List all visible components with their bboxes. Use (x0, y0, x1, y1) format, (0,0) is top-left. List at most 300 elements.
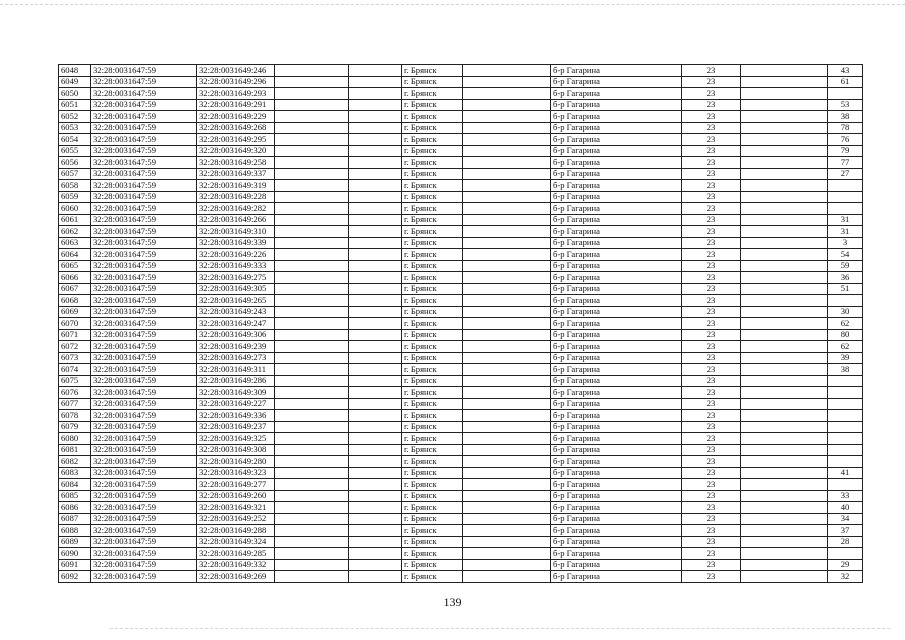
table-row (59, 318, 863, 330)
quarter-cadastral-cell: 32:28:0031647:59 (91, 341, 197, 353)
house-number-cell: 23 (682, 433, 741, 445)
empty-cell (349, 249, 402, 261)
empty-cell (463, 157, 551, 169)
object-cadastral-cell: 32:28:0031649:325 (197, 433, 275, 445)
quarter-cadastral-cell: 32:28:0031647:59 (91, 260, 197, 272)
apartment-number-cell: 38 (828, 364, 863, 376)
street-cell: б-р Гагарина (551, 237, 682, 249)
quarter-cadastral-cell: 32:28:0031647:59 (91, 157, 197, 169)
street-cell: б-р Гагарина (551, 559, 682, 571)
empty-cell (741, 180, 828, 192)
object-cadastral-cell: 32:28:0031649:273 (197, 352, 275, 364)
apartment-number-cell (828, 548, 863, 560)
house-number-cell: 23 (682, 467, 741, 479)
empty-cell (275, 571, 349, 583)
object-cadastral-cell: 32:28:0031649:310 (197, 226, 275, 238)
apartment-number-cell: 40 (828, 502, 863, 514)
house-number-cell: 23 (682, 513, 741, 525)
table-row (59, 157, 863, 169)
empty-cell (349, 65, 402, 77)
empty-cell (275, 145, 349, 157)
empty-cell (349, 352, 402, 364)
table-row (59, 571, 863, 583)
row-number-cell: 6092 (59, 571, 91, 583)
city-cell: г. Брянск (402, 364, 463, 376)
street-cell: б-р Гагарина (551, 283, 682, 295)
empty-cell (463, 191, 551, 203)
house-number-cell: 23 (682, 168, 741, 180)
empty-cell (463, 272, 551, 284)
empty-cell (275, 410, 349, 422)
apartment-number-cell: 78 (828, 122, 863, 134)
house-number-cell: 23 (682, 214, 741, 226)
apartment-number-cell (828, 191, 863, 203)
table-row (59, 295, 863, 307)
row-number-cell: 6051 (59, 99, 91, 111)
street-cell: б-р Гагарина (551, 65, 682, 77)
empty-cell (349, 226, 402, 238)
empty-cell (463, 122, 551, 134)
empty-cell (741, 410, 828, 422)
empty-cell (275, 398, 349, 410)
object-cadastral-cell: 32:28:0031649:229 (197, 111, 275, 123)
house-number-cell: 23 (682, 375, 741, 387)
table-row (59, 479, 863, 491)
apartment-number-cell: 54 (828, 249, 863, 261)
empty-cell (463, 283, 551, 295)
apartment-number-cell: 32 (828, 571, 863, 583)
house-number-cell: 23 (682, 157, 741, 169)
empty-cell (275, 387, 349, 399)
empty-cell (349, 122, 402, 134)
table-row (59, 456, 863, 468)
object-cadastral-cell: 32:28:0031649:291 (197, 99, 275, 111)
apartment-number-cell: 38 (828, 111, 863, 123)
city-cell: г. Брянск (402, 237, 463, 249)
street-cell: б-р Гагарина (551, 191, 682, 203)
empty-cell (463, 433, 551, 445)
object-cadastral-cell: 32:28:0031649:280 (197, 456, 275, 468)
empty-cell (463, 398, 551, 410)
quarter-cadastral-cell: 32:28:0031647:59 (91, 99, 197, 111)
object-cadastral-cell: 32:28:0031649:295 (197, 134, 275, 146)
row-number-cell: 6062 (59, 226, 91, 238)
empty-cell (275, 364, 349, 376)
city-cell: г. Брянск (402, 295, 463, 307)
house-number-cell: 23 (682, 536, 741, 548)
apartment-number-cell: 79 (828, 145, 863, 157)
house-number-cell: 23 (682, 410, 741, 422)
quarter-cadastral-cell: 32:28:0031647:59 (91, 237, 197, 249)
table-row (59, 180, 863, 192)
empty-cell (463, 88, 551, 100)
house-number-cell: 23 (682, 191, 741, 203)
empty-cell (275, 444, 349, 456)
empty-cell (741, 467, 828, 479)
empty-cell (741, 203, 828, 215)
empty-cell (463, 180, 551, 192)
house-number-cell: 23 (682, 559, 741, 571)
empty-cell (275, 467, 349, 479)
house-number-cell: 23 (682, 490, 741, 502)
row-number-cell: 6063 (59, 237, 91, 249)
empty-cell (349, 364, 402, 376)
object-cadastral-cell: 32:28:0031649:308 (197, 444, 275, 456)
house-number-cell: 23 (682, 502, 741, 514)
street-cell: б-р Гагарина (551, 352, 682, 364)
empty-cell (349, 490, 402, 502)
empty-cell (741, 295, 828, 307)
empty-cell (741, 364, 828, 376)
house-number-cell: 23 (682, 318, 741, 330)
street-cell: б-р Гагарина (551, 398, 682, 410)
object-cadastral-cell: 32:28:0031649:243 (197, 306, 275, 318)
apartment-number-cell: 77 (828, 157, 863, 169)
city-cell: г. Брянск (402, 398, 463, 410)
city-cell: г. Брянск (402, 76, 463, 88)
street-cell: б-р Гагарина (551, 249, 682, 261)
empty-cell (275, 157, 349, 169)
city-cell: г. Брянск (402, 318, 463, 330)
table-row (59, 525, 863, 537)
house-number-cell: 23 (682, 88, 741, 100)
empty-cell (741, 214, 828, 226)
city-cell: г. Брянск (402, 456, 463, 468)
empty-cell (349, 318, 402, 330)
apartment-number-cell (828, 180, 863, 192)
row-number-cell: 6089 (59, 536, 91, 548)
empty-cell (349, 479, 402, 491)
object-cadastral-cell: 32:28:0031649:339 (197, 237, 275, 249)
empty-cell (741, 260, 828, 272)
quarter-cadastral-cell: 32:28:0031647:59 (91, 318, 197, 330)
object-cadastral-cell: 32:28:0031649:260 (197, 490, 275, 502)
empty-cell (463, 145, 551, 157)
empty-cell (463, 318, 551, 330)
apartment-number-cell: 62 (828, 341, 863, 353)
quarter-cadastral-cell: 32:28:0031647:59 (91, 352, 197, 364)
quarter-cadastral-cell: 32:28:0031647:59 (91, 191, 197, 203)
quarter-cadastral-cell: 32:28:0031647:59 (91, 65, 197, 77)
quarter-cadastral-cell: 32:28:0031647:59 (91, 398, 197, 410)
empty-cell (463, 76, 551, 88)
street-cell: б-р Гагарина (551, 168, 682, 180)
object-cadastral-cell: 32:28:0031649:320 (197, 145, 275, 157)
table-row (59, 260, 863, 272)
city-cell: г. Брянск (402, 168, 463, 180)
empty-cell (275, 295, 349, 307)
row-number-cell: 6070 (59, 318, 91, 330)
house-number-cell: 23 (682, 444, 741, 456)
street-cell: б-р Гагарина (551, 180, 682, 192)
quarter-cadastral-cell: 32:28:0031647:59 (91, 479, 197, 491)
apartment-number-cell: 53 (828, 99, 863, 111)
quarter-cadastral-cell: 32:28:0031647:59 (91, 387, 197, 399)
quarter-cadastral-cell: 32:28:0031647:59 (91, 467, 197, 479)
row-number-cell: 6050 (59, 88, 91, 100)
row-number-cell: 6072 (59, 341, 91, 353)
empty-cell (275, 421, 349, 433)
object-cadastral-cell: 32:28:0031649:246 (197, 65, 275, 77)
quarter-cadastral-cell: 32:28:0031647:59 (91, 295, 197, 307)
apartment-number-cell: 59 (828, 260, 863, 272)
empty-cell (349, 237, 402, 249)
object-cadastral-cell: 32:28:0031649:247 (197, 318, 275, 330)
city-cell: г. Брянск (402, 467, 463, 479)
table-row (59, 536, 863, 548)
empty-cell (349, 88, 402, 100)
quarter-cadastral-cell: 32:28:0031647:59 (91, 226, 197, 238)
house-number-cell: 23 (682, 329, 741, 341)
object-cadastral-cell: 32:28:0031649:277 (197, 479, 275, 491)
empty-cell (741, 168, 828, 180)
city-cell: г. Брянск (402, 226, 463, 238)
empty-cell (275, 513, 349, 525)
empty-cell (741, 387, 828, 399)
object-cadastral-cell: 32:28:0031649:323 (197, 467, 275, 479)
table-row (59, 433, 863, 445)
city-cell: г. Брянск (402, 111, 463, 123)
empty-cell (741, 548, 828, 560)
row-number-cell: 6084 (59, 479, 91, 491)
city-cell: г. Брянск (402, 387, 463, 399)
street-cell: б-р Гагарина (551, 226, 682, 238)
empty-cell (463, 249, 551, 261)
apartment-number-cell (828, 479, 863, 491)
object-cadastral-cell: 32:28:0031649:266 (197, 214, 275, 226)
empty-cell (275, 306, 349, 318)
empty-cell (349, 375, 402, 387)
empty-cell (463, 387, 551, 399)
empty-cell (741, 88, 828, 100)
city-cell: г. Брянск (402, 122, 463, 134)
empty-cell (349, 260, 402, 272)
empty-cell (349, 571, 402, 583)
table-row (59, 122, 863, 134)
empty-cell (275, 180, 349, 192)
quarter-cadastral-cell: 32:28:0031647:59 (91, 456, 197, 468)
quarter-cadastral-cell: 32:28:0031647:59 (91, 283, 197, 295)
street-cell: б-р Гагарина (551, 111, 682, 123)
city-cell: г. Брянск (402, 525, 463, 537)
empty-cell (275, 479, 349, 491)
street-cell: б-р Гагарина (551, 76, 682, 88)
apartment-number-cell (828, 421, 863, 433)
row-number-cell: 6068 (59, 295, 91, 307)
apartment-number-cell (828, 444, 863, 456)
city-cell: г. Брянск (402, 375, 463, 387)
object-cadastral-cell: 32:28:0031649:336 (197, 410, 275, 422)
empty-cell (349, 157, 402, 169)
row-number-cell: 6054 (59, 134, 91, 146)
house-number-cell: 23 (682, 180, 741, 192)
empty-cell (741, 111, 828, 123)
house-number-cell: 23 (682, 548, 741, 560)
empty-cell (741, 571, 828, 583)
quarter-cadastral-cell: 32:28:0031647:59 (91, 76, 197, 88)
street-cell: б-р Гагарина (551, 214, 682, 226)
empty-cell (741, 502, 828, 514)
apartment-number-cell (828, 387, 863, 399)
empty-cell (275, 490, 349, 502)
object-cadastral-cell: 32:28:0031649:319 (197, 180, 275, 192)
row-number-cell: 6075 (59, 375, 91, 387)
street-cell: б-р Гагарина (551, 145, 682, 157)
table-row (59, 134, 863, 146)
city-cell: г. Брянск (402, 272, 463, 284)
object-cadastral-cell: 32:28:0031649:324 (197, 536, 275, 548)
apartment-number-cell: 62 (828, 318, 863, 330)
row-number-cell: 6083 (59, 467, 91, 479)
table-row (59, 341, 863, 353)
house-number-cell: 23 (682, 122, 741, 134)
empty-cell (463, 226, 551, 238)
empty-cell (349, 191, 402, 203)
street-cell: б-р Гагарина (551, 134, 682, 146)
row-number-cell: 6053 (59, 122, 91, 134)
street-cell: б-р Гагарина (551, 490, 682, 502)
street-cell: б-р Гагарина (551, 157, 682, 169)
apartment-number-cell: 31 (828, 214, 863, 226)
empty-cell (741, 352, 828, 364)
row-number-cell: 6060 (59, 203, 91, 215)
city-cell: г. Брянск (402, 571, 463, 583)
table-row (59, 76, 863, 88)
apartment-number-cell: 43 (828, 65, 863, 77)
empty-cell (349, 111, 402, 123)
city-cell: г. Брянск (402, 260, 463, 272)
empty-cell (275, 375, 349, 387)
city-cell: г. Брянск (402, 513, 463, 525)
empty-cell (275, 249, 349, 261)
register-table-body (59, 65, 863, 583)
empty-cell (275, 214, 349, 226)
object-cadastral-cell: 32:28:0031649:265 (197, 295, 275, 307)
empty-cell (349, 513, 402, 525)
quarter-cadastral-cell: 32:28:0031647:59 (91, 145, 197, 157)
quarter-cadastral-cell: 32:28:0031647:59 (91, 490, 197, 502)
object-cadastral-cell: 32:28:0031649:305 (197, 283, 275, 295)
row-number-cell: 6056 (59, 157, 91, 169)
empty-cell (741, 433, 828, 445)
empty-cell (741, 479, 828, 491)
table-row (59, 467, 863, 479)
empty-cell (275, 272, 349, 284)
table-row (59, 283, 863, 295)
city-cell: г. Брянск (402, 433, 463, 445)
apartment-number-cell: 51 (828, 283, 863, 295)
apartment-number-cell (828, 410, 863, 422)
apartment-number-cell: 61 (828, 76, 863, 88)
quarter-cadastral-cell: 32:28:0031647:59 (91, 249, 197, 261)
empty-cell (349, 444, 402, 456)
table-row (59, 352, 863, 364)
empty-cell (349, 341, 402, 353)
city-cell: г. Брянск (402, 479, 463, 491)
empty-cell (741, 318, 828, 330)
house-number-cell: 23 (682, 295, 741, 307)
empty-cell (463, 490, 551, 502)
street-cell: б-р Гагарина (551, 318, 682, 330)
empty-cell (741, 65, 828, 77)
row-number-cell: 6067 (59, 283, 91, 295)
row-number-cell: 6049 (59, 76, 91, 88)
table-row (59, 214, 863, 226)
row-number-cell: 6080 (59, 433, 91, 445)
street-cell: б-р Гагарина (551, 387, 682, 399)
scan-edge-top (0, 4, 905, 11)
empty-cell (275, 99, 349, 111)
quarter-cadastral-cell: 32:28:0031647:59 (91, 502, 197, 514)
empty-cell (741, 272, 828, 284)
empty-cell (463, 375, 551, 387)
row-number-cell: 6064 (59, 249, 91, 261)
apartment-number-cell: 29 (828, 559, 863, 571)
row-number-cell: 6081 (59, 444, 91, 456)
quarter-cadastral-cell: 32:28:0031647:59 (91, 168, 197, 180)
table-row (59, 548, 863, 560)
empty-cell (463, 352, 551, 364)
apartment-number-cell (828, 203, 863, 215)
empty-cell (741, 191, 828, 203)
empty-cell (275, 260, 349, 272)
empty-cell (275, 502, 349, 514)
street-cell: б-р Гагарина (551, 536, 682, 548)
city-cell: г. Брянск (402, 352, 463, 364)
row-number-cell: 6082 (59, 456, 91, 468)
row-number-cell: 6059 (59, 191, 91, 203)
empty-cell (349, 295, 402, 307)
city-cell: г. Брянск (402, 99, 463, 111)
empty-cell (741, 525, 828, 537)
street-cell: б-р Гагарина (551, 467, 682, 479)
quarter-cadastral-cell: 32:28:0031647:59 (91, 536, 197, 548)
empty-cell (275, 548, 349, 560)
quarter-cadastral-cell: 32:28:0031647:59 (91, 122, 197, 134)
row-number-cell: 6048 (59, 65, 91, 77)
apartment-number-cell: 80 (828, 329, 863, 341)
empty-cell (275, 76, 349, 88)
empty-cell (741, 283, 828, 295)
empty-cell (275, 352, 349, 364)
row-number-cell: 6090 (59, 548, 91, 560)
apartment-number-cell (828, 375, 863, 387)
table-row (59, 249, 863, 261)
empty-cell (349, 145, 402, 157)
city-cell: г. Брянск (402, 191, 463, 203)
street-cell: б-р Гагарина (551, 421, 682, 433)
empty-cell (349, 502, 402, 514)
apartment-number-cell: 41 (828, 467, 863, 479)
table-row (59, 65, 863, 77)
table-row (59, 226, 863, 238)
empty-cell (463, 65, 551, 77)
object-cadastral-cell: 32:28:0031649:333 (197, 260, 275, 272)
table-row (59, 191, 863, 203)
city-cell: г. Брянск (402, 329, 463, 341)
quarter-cadastral-cell: 32:28:0031647:59 (91, 444, 197, 456)
empty-cell (349, 559, 402, 571)
city-cell: г. Брянск (402, 283, 463, 295)
table-row (59, 387, 863, 399)
quarter-cadastral-cell: 32:28:0031647:59 (91, 548, 197, 560)
object-cadastral-cell: 32:28:0031649:239 (197, 341, 275, 353)
house-number-cell: 23 (682, 341, 741, 353)
street-cell: б-р Гагарина (551, 502, 682, 514)
object-cadastral-cell: 32:28:0031649:285 (197, 548, 275, 560)
house-number-cell: 23 (682, 134, 741, 146)
house-number-cell: 23 (682, 272, 741, 284)
